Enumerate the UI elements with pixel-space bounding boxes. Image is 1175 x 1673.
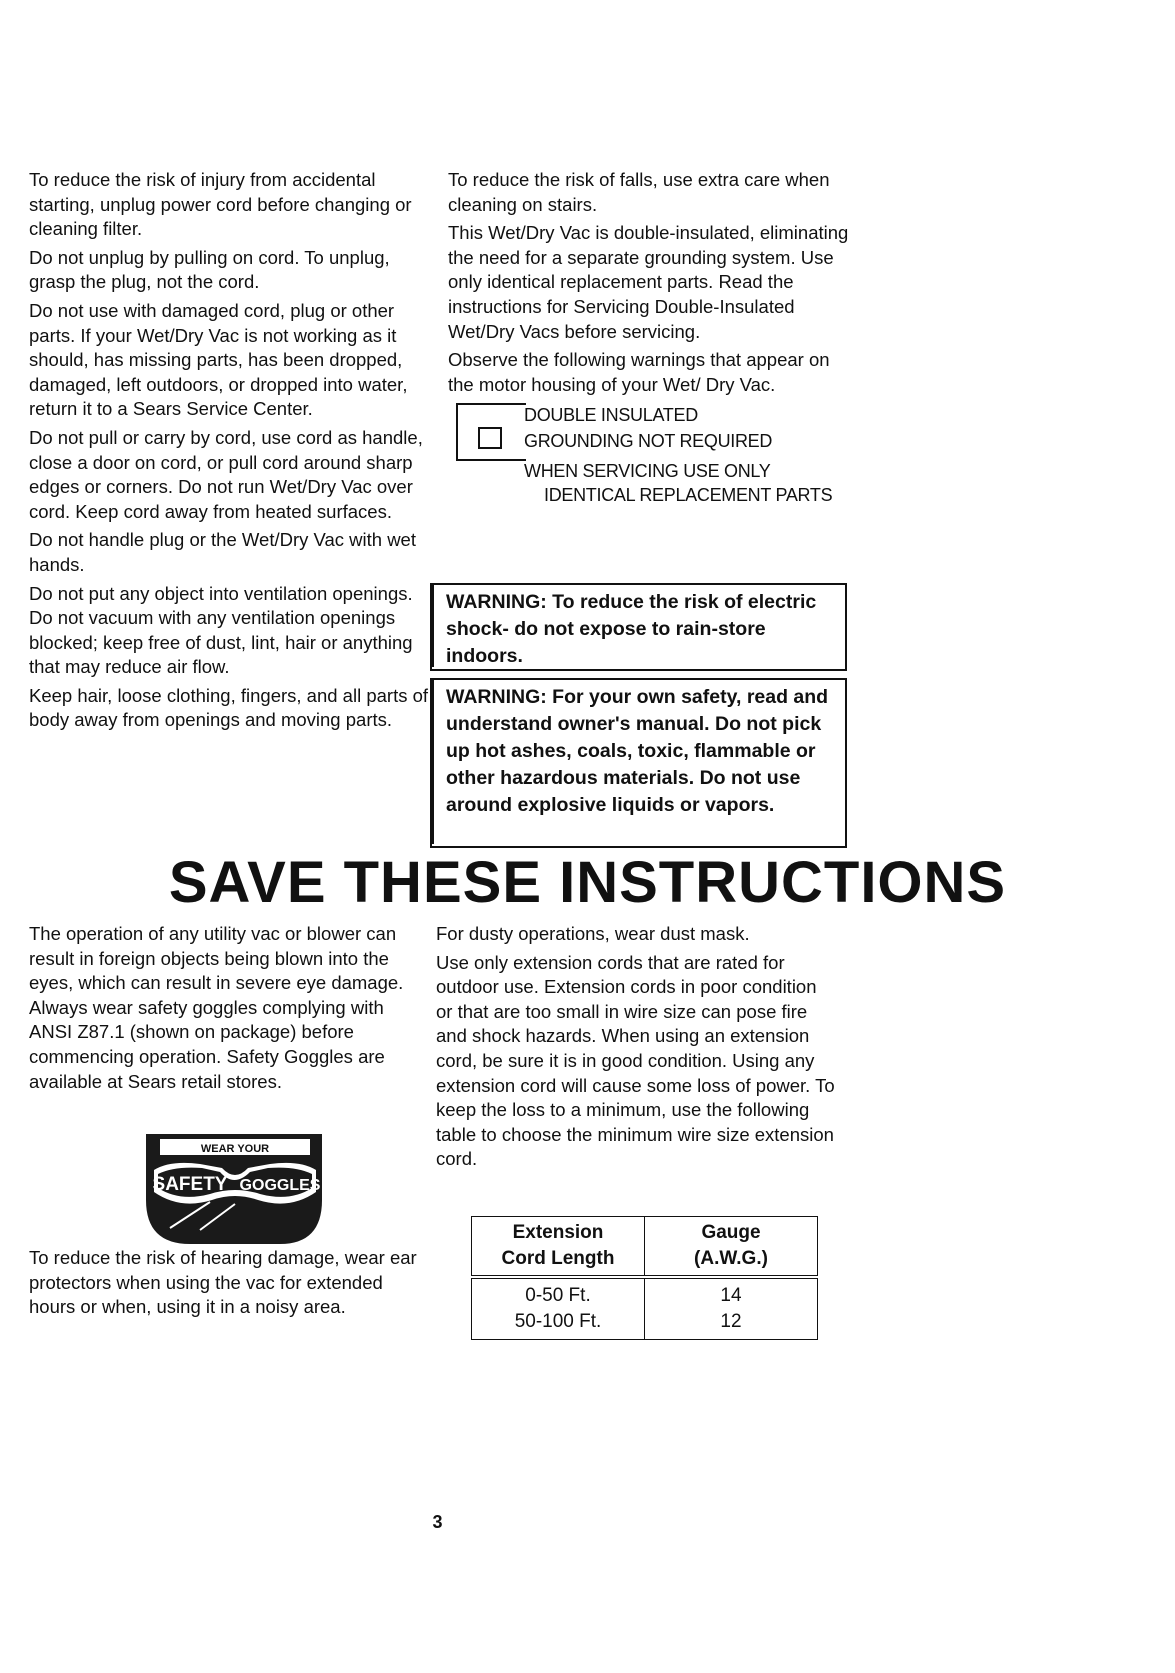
extension-cord-table <box>471 1216 818 1340</box>
paragraph-moving-parts: Keep hair, loose clothing, fingers, and all parts of body away from openings and moving parts. <box>29 684 429 731</box>
paragraph-hearing: To reduce the risk of hearing damage, wear ear protectors when using the vac for extended hours or when, using it in a noisy area. <box>29 1247 417 1318</box>
warning-shock-box <box>430 583 847 671</box>
paragraph-ventilation: Do not put any object into ventilation openings. Do not vacuum with any ventilation openings blocked; keep free of dust, lint, hair or anything that may reduce air flow. <box>29 582 413 678</box>
table-row <box>472 1309 818 1340</box>
paragraph-pull-carry: Do not pull or carry by cord, use cord as handle, close a door on cord, or pull cord around sharp edges or corners. Do not run Wet/Dry Vac over cord. Keep cord away from heated surfaces. <box>29 426 423 522</box>
header-gauge-line-2: (A.W.G.) <box>694 1248 768 1269</box>
page-number: 3 <box>432 1512 443 1532</box>
paragraph-observe-warnings: Observe the following warnings that appear on the motor housing of your Wet/ Dry Vac. <box>448 349 830 395</box>
double-insulated-line-4: IDENTICAL REPLACEMENT PARTS <box>544 485 833 506</box>
table-row <box>472 1277 818 1309</box>
paragraph-eye-protection: The operation of any utility vac or blower can result in foreign objects being blown into the eyes, which can result in severe eye damage. Always wear safety goggles complying with ANSI Z87.1 (shown on package) before commencing operation. Safety Goggles are available at Sears retail stores. <box>29 923 404 1092</box>
table-header-row <box>472 1217 818 1278</box>
left-column-bottom <box>29 922 429 1324</box>
paragraph-wet-hands: Do not handle plug or the Wet/Dry Vac with wet hands. <box>29 529 416 575</box>
header-cord-length-line-1: Extension <box>512 1222 604 1243</box>
header-cord-length <box>472 1217 645 1278</box>
safety-goggles-badge <box>140 1130 330 1250</box>
warning-safety-text: WARNING: For your own safety, read and understand owner's manual. Do not pick up hot ashes, coals, toxic, flammable or other hazardous materials. Do not use around explosive liquids or vapors. <box>446 686 829 816</box>
badge-top-text: WEAR YOUR <box>200 1143 270 1155</box>
cell-length: 0-50 Ft. <box>472 1277 645 1309</box>
warning-shock-text: WARNING: To reduce the risk of electric shock- do not expose to rain-store indoors. <box>446 591 817 667</box>
paragraph-extension-cords: Use only extension cords that are rated for outdoor use. Extension cords in poor condition or that are too small in wire size can pose fire and shock hazards. When using an extension cord, be sure it is in good condition. Using any extension cord will cause some loss of power. To keep the loss to a minimum, use the following table to choose the minimum wire size extension cord. <box>436 951 835 1170</box>
paragraph-double-insulated: This Wet/Dry Vac is double-insulated, eliminating the need for a separate grounding system. Use only identical replacement parts. Read the instructions for Servicing Double-Insulated Wet/Dry Vacs before servicing. <box>448 222 849 342</box>
paragraph-dust-mask: For dusty operations, wear dust mask. <box>436 923 750 944</box>
right-column-top <box>448 168 858 513</box>
header-gauge <box>645 1217 818 1278</box>
paragraph-accidental-starting: To reduce the risk of injury from accidental starting, unplug power cord before changing or cleaning filter. <box>29 169 412 240</box>
cell-gauge: 14 <box>645 1277 818 1309</box>
double-insulated-square-icon <box>478 427 502 449</box>
badge-left-word: SAFETY <box>152 1174 228 1195</box>
right-column-bottom <box>436 922 836 1176</box>
paragraph-stairs: To reduce the risk of falls, use extra care when cleaning on stairs. <box>448 169 830 215</box>
paragraph-unplug: Do not unplug by pulling on cord. To unplug, grasp the plug, not the cord. <box>29 246 390 293</box>
paragraph-damaged-cord: Do not use with damaged cord, plug or other parts. If your Wet/Dry Vac is not working as it should, has missing parts, has been dropped, damaged, left outdoors, or dropped into water, return it to a Sears Service Center. <box>29 299 408 420</box>
warning-safety-box <box>430 678 847 848</box>
left-column-top <box>29 168 429 737</box>
double-insulated-line-3: WHEN SERVICING USE ONLY <box>524 461 771 482</box>
cell-length: 50-100 Ft. <box>472 1309 645 1340</box>
save-instructions-heading: SAVE THESE INSTRUCTIONS <box>168 850 1007 915</box>
cell-gauge: 12 <box>645 1309 818 1340</box>
header-gauge-line-1: Gauge <box>701 1222 761 1243</box>
double-insulated-line-1: DOUBLE INSULATED <box>524 405 698 426</box>
badge-right-word: GOGGLES <box>239 1177 321 1194</box>
goggles-icon <box>140 1130 330 1250</box>
double-insulated-line-2: GROUNDING NOT REQUIRED <box>524 431 773 452</box>
double-insulated-label <box>448 403 858 513</box>
header-cord-length-line-2: Cord Length <box>501 1248 615 1269</box>
